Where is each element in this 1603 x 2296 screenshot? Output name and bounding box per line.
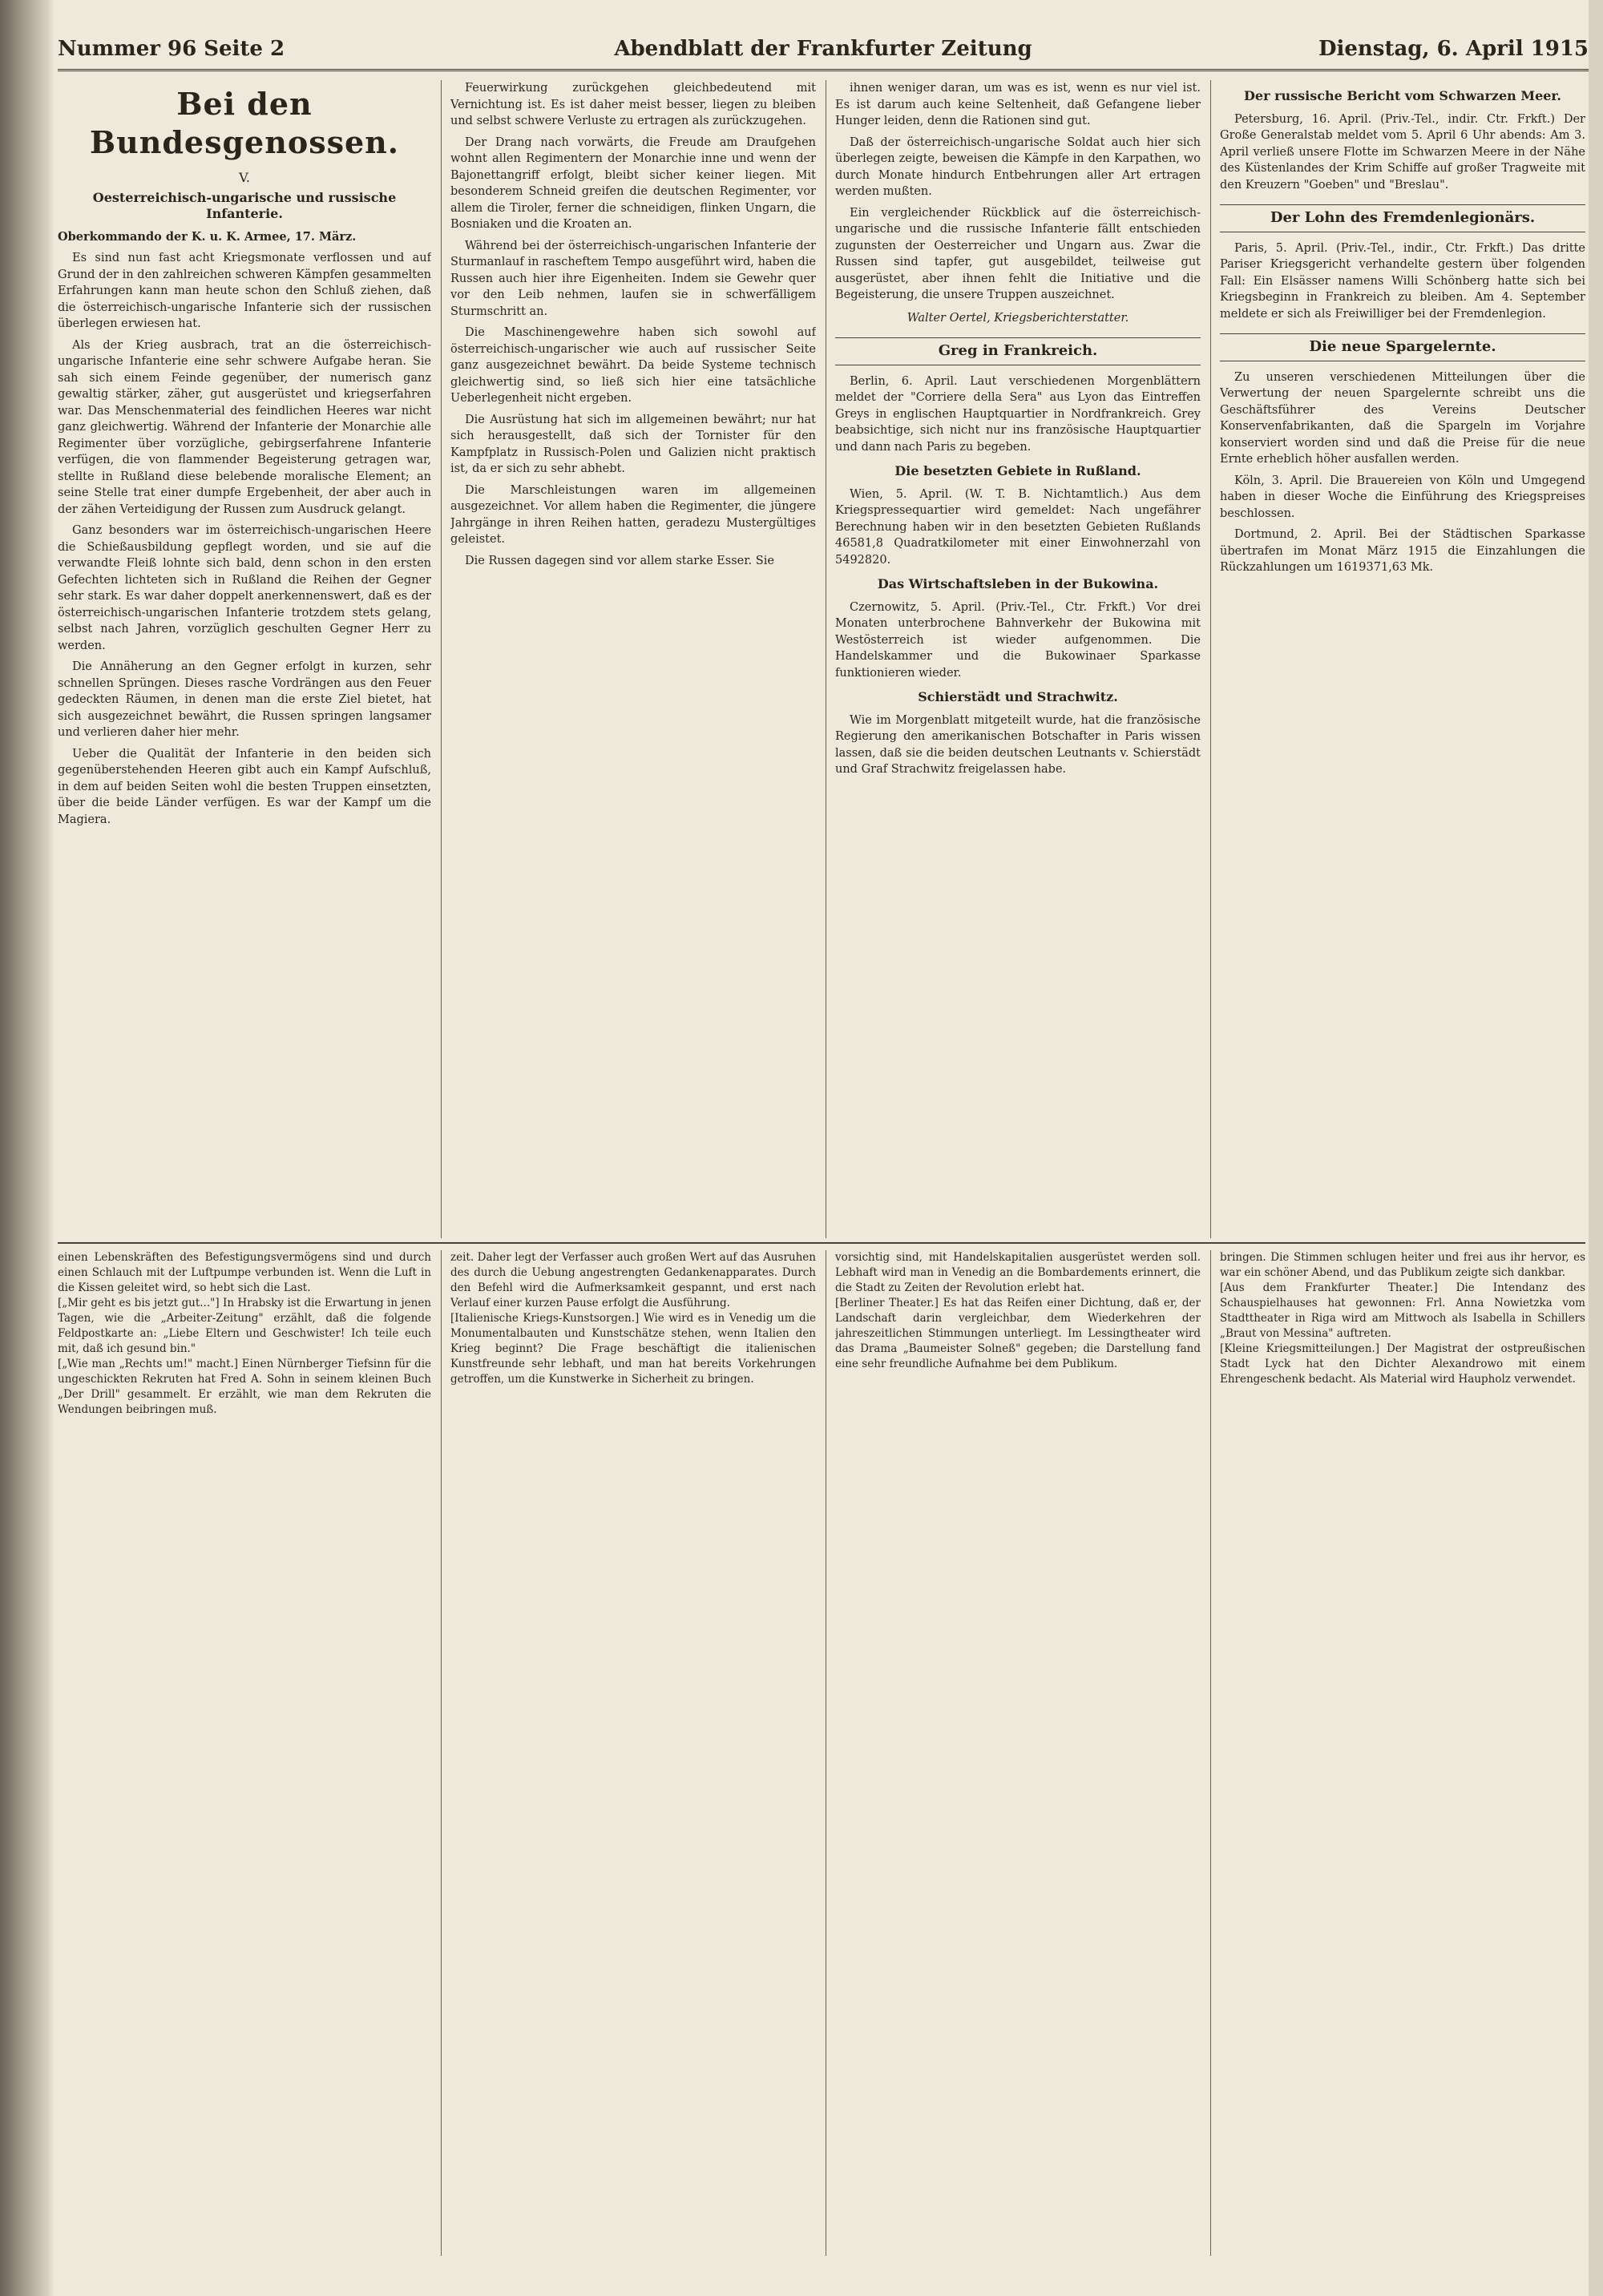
column-divider (441, 80, 442, 1238)
paragraph: Petersburg, 16. April. (Priv.-Tel., indir. Ctr. Frkft.) Der Große Generalstab meldet vom 5. April 6 Uhr abends: Am 3. April verließ unsere Flotte im Schwarzen Meere in der Nähe des Küstenlandes der Krim Schiffe auf großer Tragweite mit den Kreuzern "Goeben" und "Breslau". (1220, 112, 1585, 192)
paragraph: Paris, 5. April. (Priv.-Tel., indir., Ctr. Frkft.) Das dritte Pariser Kriegsgericht verhandelte gestern über folgenden Fall: Ein Elsässer namens Willi Schönberg hatte sich bei Kriegsbeginn in Frankreich zu bleiben. Am 4. September meldete er sich als Freiwilliger bei der Fremdenlegion. (1220, 241, 1585, 321)
paragraph: Während bei der österreichisch-ungarischen Infanterie der Sturmanlauf in rascheftem Tempo ausgeführt wird, haben die Russen auch hier ihre Eigenheiten. Indem sie Gewehr quer vor den Leib nehmen, laufen sie in schwerfälligem Sturmschritt an. (450, 239, 816, 318)
section-title: Das Wirtschaftsleben in der Bukowina. (877, 576, 1159, 591)
article-column-2 (450, 80, 816, 1238)
paragraph: Als der Krieg ausbrach, trat an die österreichisch-ungarische Infanterie eine sehr schwere Aufgabe heran. Sie sah sich einem Feinde gegenüber, der numerisch ganz gewaltig stärker, zäher, gut ausgerüstet und kriegserfahren war. Das Menschenmaterial des feindlichen Heeres war nicht ganz gleichwertig. Während der Infanterie der Monarchie alle Regimenter über vorzügliche, gebirgserfahrene Infanterie verfügen, die von flammender Begeisterung getragen war, stellte in Rußland diese belebende moralische Element; an seine Stelle trat einer dumpfe Ergebenheit, der aber auch in der zähen Verteidigung der Russen zum Ausdruck gelangt. (58, 338, 431, 516)
article-subhead: Oesterreichisch-ungarische und russische Infanterie. (92, 189, 397, 221)
column-divider (1210, 1250, 1211, 2256)
paragraph: Die Maschinengewehre haben sich sowohl auf österreichisch-ungarischer wie auch auf russischer Seite ganz ausgezeichnet bewährt. Da beide Systeme technisch gleichwertig sind, so ließ sich hier eine tatsächliche Ueberlegenheit nicht ergeben. (450, 326, 816, 405)
paragraph: Die Russen dagegen sind vor allem starke Esser. Sie (465, 554, 774, 567)
article-dateline: Oberkommando der K. u. K. Armee, 17. März. (58, 229, 357, 244)
section-title: Greg in Frankreich. (835, 337, 1201, 365)
issue-date: Dienstag, 6. April 1915 (1318, 37, 1589, 61)
feuilleton-column-2: zeit. Daher legt der Verfasser auch großen Wert auf das Ausruhen des durch die Uebung angestrengten Gedankenapparates. Durch den Befehl wird die Aufmerksamkeit gespannt, und erst nach Verlauf einer kurzen Pause erfolgt die Ausführung. [Italienische Kriegs-Kunstsorgen.] Wie wird es in Venedig um die Monumentalbauten und Kunstschätze stehen, wenn Italien den Krieg beginnt? Die Frage beschäftigt die italienischen Kunstfreunde sehr lebhaft, und man hat bereits Vorkehrungen getroffen, um die Kunstwerke in Sicherheit zu bringen. (450, 1251, 816, 1386)
paragraph: Ein vergleichender Rückblick auf die österreichisch-ungarische und die russische Infanterie fällt entschieden zugunsten der Oesterreicher und Ungarn aus. Zwar die Russen sind tapfer, gut ausgebildet, teilweise gut ausgerüstet, aber ihnen fehlt die Initiative und die Begeisterung, die unsere Truppen auszeichnet. (835, 206, 1201, 301)
section-title: Der russische Bericht vom Schwarzen Meer. (1244, 88, 1561, 103)
feuilleton-column-3: vorsichtig sind, mit Handelskapitalien ausgerüstet werden soll. Lebhaft wird man in Venedig an die Bombardements erinnert, die die Stadt zu Zeiten der Revolution erlebt hat. [Berliner Theater.] Es hat das Reifen einer Dichtung, daß er, der Landschaft darin vergleichbar, dem Wiederkehren der jahreszeitlichen Stimmungen unterliegt. Im Lessingtheater wird das Drama „Baumeister Solneß" gegeben; die Darstellung fand eine sehr freundliche Aufnahme bei dem Publikum. (835, 1251, 1201, 1370)
notice: Dortmund, 2. April. Bei der Städtischen Sparkasse übertrafen im Monat März 1915 die Einzahlungen die Rückzahlungen um 1619371,63 Mk. (1220, 528, 1585, 574)
page-right-edge (1589, 0, 1603, 2296)
book-binding-edge (0, 0, 55, 2296)
paragraph: Der Drang nach vorwärts, die Freude am Draufgehen wohnt allen Regimentern der Monarchie inne und wenn der Bajonettangriff erfolgt, bleibt sicher keiner liegen. Mit besonderem Schneid greifen die deutschen Regimenter, vor allem die Tiroler, ferner die schneidigen, flinken Ungarn, die Bosniaken und die Kroaten an. (450, 135, 816, 231)
paragraph: Wie im Morgenblatt mitgeteilt wurde, hat die französische Regierung den amerikanischen Botschafter in Paris wissen lassen, daß sie die beiden deutschen Leutnants v. Schierstädt und Graf Strachwitz freigelassen habe. (835, 713, 1201, 776)
masthead (58, 32, 1589, 71)
paragraph: Die Marschleistungen waren im allgemeinen ausgezeichnet. Vor allem haben die Regimenter, die jüngere Jahrgänge in ihren Reihen hatten, geradezu Mustergültiges geleistet. (450, 483, 816, 546)
paragraph: Es sind nun fast acht Kriegsmonate verflossen und auf Grund der in den zahlreichen schweren Kämpfen gesammelten Erfahrungen kann man heute schon den Schluß ziehen, daß die österreichisch-ungarische Infanterie sich der russischen überlegen erwiesen hat. (58, 252, 431, 330)
paragraph: Ueber die Qualität der Infanterie in den beiden sich gegenüberstehenden Heeren gibt auch ein Kampf Aufschluß, in dem auf beiden Seiten wohl die besten Truppen einsetzten, über die beide Länder verfügen. Es war der Kampf um die Magiera. (58, 747, 431, 826)
paragraph: Die Annäherung an den Gegner erfolgt in kurzen, sehr schnellen Sprüngen. Dieses rasche Vordrängen aus den Feuer gedeckten Räumen, in denen man die erste Ziel bietet, hat sich ausgezeichnet bewährt, die Russen springen langsamer und verlieren daher hier mehr. (58, 660, 431, 739)
issue-number: Nummer 96 Seite 2 (58, 37, 285, 61)
article-part-number: V. (239, 170, 250, 185)
feuilleton-divider (58, 1242, 1585, 1244)
column-divider (1210, 80, 1211, 1238)
paragraph: Feuerwirkung zurückgehen gleichbedeutend mit Vernichtung ist. Es ist daher meist besser, liegen zu bleiben und selbst schwere Verluste zu ertragen als zurückzugehen. (450, 82, 816, 127)
feuilleton-column-4: bringen. Die Stimmen schlugen heiter und frei aus ihr hervor, es war ein schöner Abend, und das Publikum zeigte sich dankbar. [Aus dem Frankfurter Theater.] Die Intendanz des Schauspielhauses hat gewonnen: Frl. Anna Nowietzka vom Stadttheater in Riga wird am Mittwoch als Isabella in Schillers „Braut von Messina" auftreten. [Kleine Kriegsmitteilungen.] Der Magistrat der ostpreußischen Stadt Lyck hat den Dichter Alexandrowo mit einem Ehrengeschenk bedacht. Als Material wird Haupholz verwendet. (1220, 1251, 1585, 1386)
section-title: Die neue Spargelernte. (1220, 333, 1585, 361)
section-title: Der Lohn des Fremdenlegionärs. (1220, 204, 1585, 232)
paragraph: Wien, 5. April. (W. T. B. Nichtamtlich.) Aus dem Kriegspressequartier wird gemeldet: Nach ungefährer Berechnung haben wir in den besetzten Gebieten Rußlands 46581,8 Quadratkilometer mit einer Einwohnerzahl von 5492820. (835, 487, 1201, 567)
paragraph: Zu unseren verschiedenen Mitteilungen über die Verwertung der neuen Spargelernte schreibt uns die Geschäftsführer des Vereins Deutscher Konservenfabrikanten, daß die Spargeln im Vorjahre konserviert worden sind und daß die Preise für die neue Ernte erheblich höher ausfallen werden. (1220, 370, 1585, 466)
newspaper-sheet (58, 32, 1589, 2276)
paragraph: Daß der österreichisch-ungarische Soldat auch hier sich überlegen zeigte, beweisen die Kämpfe in den Karpathen, wo durch Monate hindurch Entbehrungen aller Art ertragen werden mußten. (835, 135, 1201, 198)
author-signature: Walter Oertel, Kriegsberichterstatter. (906, 311, 1129, 325)
paragraph: Die Ausrüstung hat sich im allgemeinen bewährt; nur hat sich herausgestellt, daß sich der Tornister für den Kampfplatz in Russisch-Polen und Galizien nicht praktisch ist, da er sich zu sehr abhebt. (450, 413, 816, 475)
newspaper-title: Abendblatt der Frankfurter Zeitung (614, 37, 1032, 61)
article-headline: Bei den Bundesgenossen. (89, 86, 400, 160)
paragraph: Berlin, 6. April. Laut verschiedenen Morgenblättern meldet der "Corriere della Sera" aus Lyon das Eintreffen Greys in englischen Hauptquartier in Nordfrankreich. Grey beabsichtige, sich nicht nur ins französische Hauptquartier und dann nach Paris zu begeben. (835, 374, 1201, 454)
article-column-4 (1220, 80, 1585, 1238)
article-column-3 (835, 80, 1201, 1238)
section-title: Schierstädt und Strachwitz. (918, 689, 1118, 704)
article-column-1 (58, 80, 431, 1238)
paragraph: ihnen weniger daran, um was es ist, wenn es nur viel ist. Es ist darum auch keine Seltenheit, daß Gefangene lieber Hunger leiden, denn die Rationen sind gut. (835, 82, 1201, 127)
column-divider (441, 1250, 442, 2256)
feuilleton-column-1: einen Lebenskräften des Befestigungsvermögens sind und durch einen Schlauch mit der Luftpumpe verbunden ist. Wenn die Luft in die Kissen geleitet wird, so hebt sich die Last. [„Mir geht es bis jetzt gut..."] In Hrabsky ist die Erwartung in jenen Tagen, wie die „Arbeiter-Zeitung" erzählt, daß die folgende Feldpostkarte an: „Liebe Eltern und Geschwister! Ich teile euch mit, daß ich gesund bin." [„Wie man „Rechts um!" macht.] Einen Nürnberger Tiefsinn für die ungeschickten Rekruten hat Fred A. Sohn in seinem kleinen Buch „Der Drill" gesammelt. Er erzählt, wie man dem Rekruten die Wendungen beibringen muß. (58, 1251, 431, 1416)
section-title: Die besetzten Gebiete in Rußland. (894, 463, 1141, 478)
paragraph: Ganz besonders war im österreichisch-ungarischen Heere die Schießausbildung gepflegt worden, und sie auf die verwandte Fleiß lohnte sich bald, denn schon in den ersten Gefechten lichteten sich in Rußland die Reihen der Gegner sehr stark. Es war daher doppelt anerkennenswert, daß es der österreichisch-ungarischen Infanterie trotzdem stets gelang, selbst nach Jahren, vorzüglich geschulten Gegner Herr zu werden. (58, 524, 431, 652)
paragraph: Czernowitz, 5. April. (Priv.-Tel., Ctr. Frkft.) Vor drei Monaten unterbrochene Bahnverkehr der Bukowina mit Westösterreich ist wieder aufgenommen. Die Handelskammer und die Bukowinaer Sparkasse funktionieren wieder. (835, 600, 1201, 680)
notice: Köln, 3. April. Die Brauereien von Köln und Umgegend haben in dieser Woche die Einführung des Kriegspreises beschlossen. (1220, 474, 1585, 520)
